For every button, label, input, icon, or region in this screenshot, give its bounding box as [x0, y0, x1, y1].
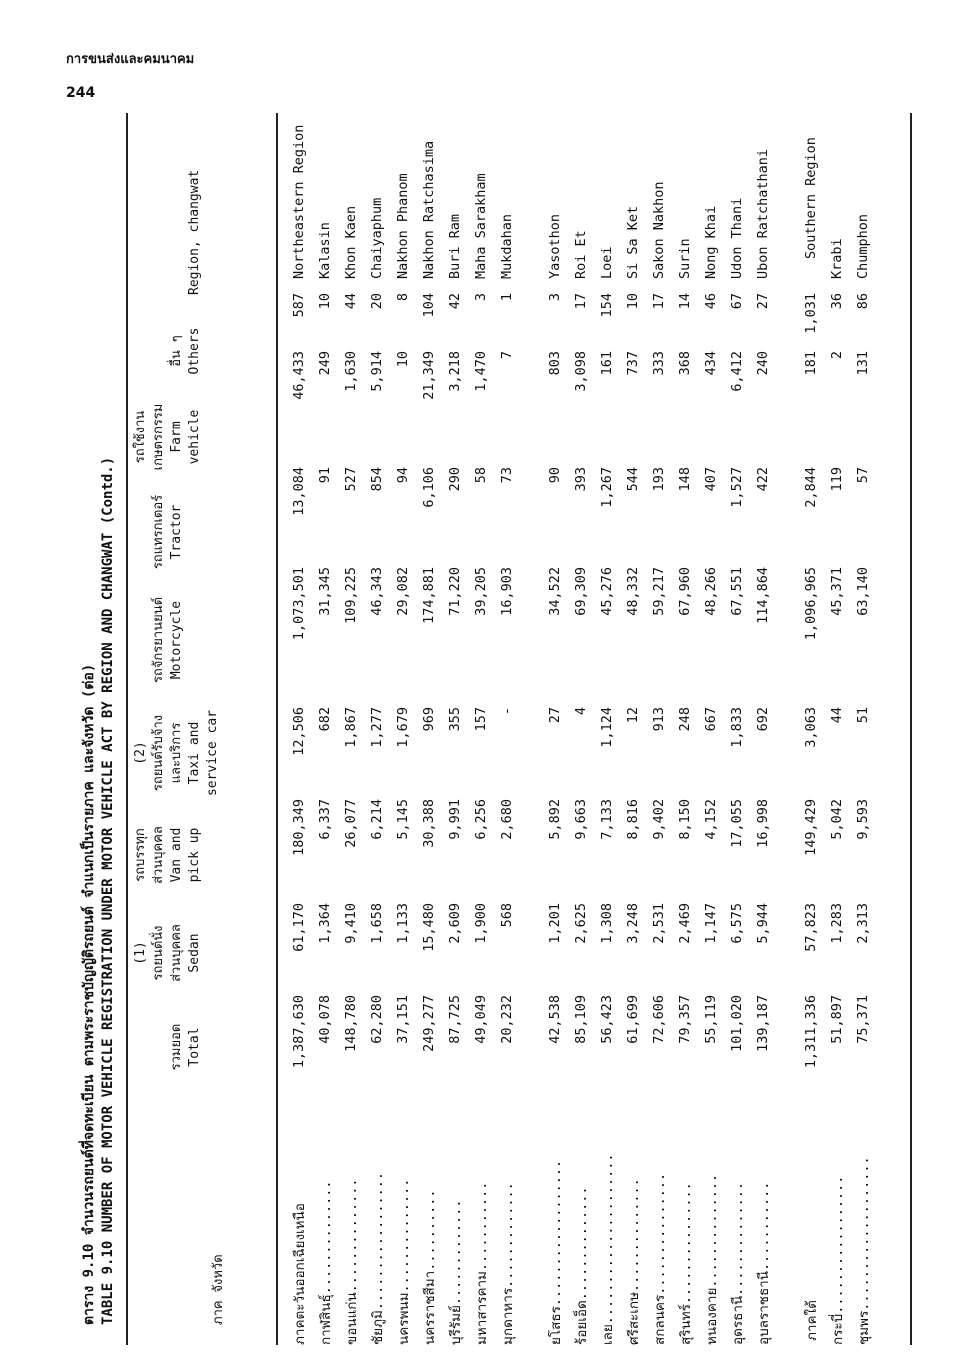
taxi-cell: 969: [421, 707, 437, 732]
sedan-cell: 57,823: [803, 903, 819, 952]
others-cell: 104: [421, 293, 437, 318]
header-region-thai: ภาค จังหวัด: [211, 1254, 226, 1325]
taxi-cell: 1,867: [343, 707, 359, 748]
tractor-cell: 422: [755, 467, 771, 492]
van-cell: 26,077: [343, 799, 359, 848]
taxi-cell: 667: [703, 707, 719, 732]
sedan-cell: 2,625: [573, 903, 589, 944]
motorcycle-cell: 1,096,965: [803, 567, 819, 641]
table-row: [824, 125, 850, 1345]
sedan-cell: 61,170: [291, 903, 307, 952]
van-cell: 5,892: [547, 799, 563, 840]
header-region-english: Region, changwat: [187, 169, 202, 295]
table-row: [568, 125, 594, 1345]
farm-cell: 737: [625, 351, 641, 376]
province-thai-cell: บุรีรัมย์.............: [448, 1199, 464, 1345]
total-cell: 61,699: [625, 995, 641, 1044]
sedan-cell: 1,201: [547, 903, 563, 944]
table-row: [312, 125, 338, 1345]
total-cell: 148,780: [343, 995, 359, 1052]
total-cell: 49,049: [473, 995, 489, 1044]
farm-cell: 10: [395, 351, 411, 368]
van-cell: 8,150: [677, 799, 693, 840]
sedan-cell: 1,147: [703, 903, 719, 944]
total-cell: 40,078: [317, 995, 333, 1044]
motorcycle-cell: 109,225: [343, 567, 359, 624]
header-others: อื่น ๆ Others: [169, 327, 202, 375]
table-row: [542, 125, 568, 1345]
province-thai-cell: สุรินทร์...............: [678, 1182, 694, 1345]
taxi-cell: 44: [829, 707, 845, 724]
farm-cell: 1,630: [343, 351, 359, 392]
total-cell: 42,538: [547, 995, 563, 1044]
others-cell: 17: [573, 293, 589, 310]
van-cell: 8,816: [625, 799, 641, 840]
taxi-cell: 1,833: [729, 707, 745, 748]
total-cell: 139,187: [755, 995, 771, 1052]
table-title-thai: ตาราง 9.10 จำนวนรถยนต์ที่จดทะเบียน ตามพระราชบัญญัติรถยนต์ จำแนกเป็นรายภาค และจังหวัด (ต่อ): [81, 663, 97, 1325]
total-cell: 249,277: [421, 995, 437, 1052]
tractor-cell: 94: [395, 467, 411, 484]
sedan-cell: 9,410: [343, 903, 359, 944]
motorcycle-cell: 67,960: [677, 567, 693, 616]
table-title-english: TABLE 9.10 NUMBER OF MOTOR VEHICLE REGISTRATION UNDER MOTOR VEHICLE ACT BY REGION AND CHANGWAT (Contd.): [100, 456, 116, 1325]
province-thai-cell: ชุมพร...................: [856, 1156, 872, 1345]
header-van: รถบรรทุก ส่วนบุคคล Van and pick up: [133, 826, 202, 884]
farm-cell: 249: [317, 351, 333, 376]
others-cell: 3: [547, 293, 563, 302]
van-cell: 30,388: [421, 799, 437, 848]
tractor-cell: 2,844: [803, 467, 819, 508]
tractor-cell: 544: [625, 467, 641, 492]
farm-cell: 240: [755, 351, 771, 376]
sedan-cell: 5,944: [755, 903, 771, 944]
farm-cell: 3,218: [447, 351, 463, 392]
province-english-cell: Chumphon: [855, 213, 871, 279]
farm-cell: 3,098: [573, 351, 589, 392]
province-english-cell: Si Sa Ket: [625, 205, 641, 279]
others-cell: 10: [317, 293, 333, 310]
others-cell: 14: [677, 293, 693, 310]
others-cell: 587: [291, 293, 307, 318]
total-cell: 85,109: [573, 995, 589, 1044]
header-motorcycle: รถจักรยานยนต์ Motorcycle: [151, 596, 184, 684]
province-thai-cell: กาฬสินธุ์..............: [318, 1180, 334, 1345]
van-cell: 9,991: [447, 799, 463, 840]
total-cell: 1,311,336: [803, 995, 819, 1069]
total-cell: 72,606: [651, 995, 667, 1044]
taxi-cell: 3,063: [803, 707, 819, 748]
sedan-cell: 2,469: [677, 903, 693, 944]
taxi-cell: 12: [625, 707, 641, 724]
tractor-cell: 119: [829, 467, 845, 492]
total-cell: 1,387,630: [291, 995, 307, 1069]
section-header-thai: การขนส่งและคมนาคม: [66, 52, 195, 67]
van-cell: 17,055: [729, 799, 745, 848]
tractor-cell: 57: [855, 467, 871, 484]
taxi-cell: 51: [855, 707, 871, 724]
province-english-cell: Southern Region: [803, 137, 819, 259]
motorcycle-cell: 1,073,501: [291, 567, 307, 641]
province-english-cell: Nakhon Phanom: [395, 173, 411, 279]
page-header: [66, 48, 194, 101]
others-cell: 154: [599, 293, 615, 318]
farm-cell: 161: [599, 351, 615, 376]
province-english-cell: Roi Et: [573, 230, 589, 279]
table-row: [798, 125, 824, 1345]
van-cell: 7,133: [599, 799, 615, 840]
motorcycle-cell: 29,082: [395, 567, 411, 616]
province-thai-cell: หนองคาย..............: [704, 1173, 720, 1345]
tractor-cell: 193: [651, 467, 667, 492]
tractor-cell: 6,106: [421, 467, 437, 508]
motorcycle-cell: 114,864: [755, 567, 771, 624]
van-cell: 5,042: [829, 799, 845, 840]
province-english-cell: Northeastern Region: [291, 124, 307, 279]
sedan-cell: 568: [499, 903, 515, 928]
tractor-cell: 58: [473, 467, 489, 484]
taxi-cell: 682: [317, 707, 333, 732]
van-cell: 2,680: [499, 799, 515, 840]
table-title: [80, 457, 118, 1325]
others-cell: 17: [651, 293, 667, 310]
taxi-cell: 1,124: [599, 707, 615, 748]
table-row: [750, 125, 776, 1345]
motorcycle-cell: 31,345: [317, 567, 333, 616]
province-english-cell: Chaiyaphum: [369, 197, 385, 279]
province-thai-cell: มหาสารคาม...........: [474, 1181, 490, 1345]
province-english-cell: Ubon Ratchathani: [755, 148, 771, 279]
taxi-cell: 248: [677, 707, 693, 732]
header-rule: [276, 113, 278, 1345]
motorcycle-cell: 16,903: [499, 567, 515, 616]
total-cell: 62,280: [369, 995, 385, 1044]
sedan-cell: 6,575: [729, 903, 745, 944]
sedan-cell: 1,133: [395, 903, 411, 944]
taxi-cell: 913: [651, 707, 667, 732]
sedan-cell: 1,308: [599, 903, 615, 944]
header-taxi: (2) รถยนต์รับจ้าง และบริการ Taxi and service car: [133, 709, 220, 797]
tractor-cell: 407: [703, 467, 719, 492]
motorcycle-cell: 48,332: [625, 567, 641, 616]
motorcycle-cell: 63,140: [855, 567, 871, 616]
province-english-cell: Kalasin: [317, 222, 333, 279]
others-cell: 10: [625, 293, 641, 310]
sedan-cell: 15,480: [421, 903, 437, 952]
others-cell: 42: [447, 293, 463, 310]
taxi-cell: 1,679: [395, 707, 411, 748]
tractor-cell: 854: [369, 467, 385, 492]
table-row: [620, 125, 646, 1345]
taxi-cell: 1,277: [369, 707, 385, 748]
farm-cell: 6,412: [729, 351, 745, 392]
total-cell: 79,357: [677, 995, 693, 1044]
farm-cell: 434: [703, 351, 719, 376]
sedan-cell: 2,609: [447, 903, 463, 944]
tractor-cell: 527: [343, 467, 359, 492]
table-row: [338, 125, 364, 1345]
table-row: [390, 125, 416, 1345]
motorcycle-cell: 46,343: [369, 567, 385, 616]
van-cell: 5,145: [395, 799, 411, 840]
others-cell: 3: [473, 293, 489, 302]
total-cell: 75,371: [855, 995, 871, 1044]
province-thai-cell: อุดรธานี..............: [730, 1182, 746, 1345]
others-cell: 44: [343, 293, 359, 310]
province-english-cell: Surin: [677, 238, 693, 279]
rotated-table: [60, 95, 920, 1345]
others-cell: 1: [499, 293, 515, 302]
farm-cell: 1,470: [473, 351, 489, 392]
sedan-cell: 1,900: [473, 903, 489, 944]
total-cell: 51,897: [829, 995, 845, 1044]
motorcycle-cell: 48,266: [703, 567, 719, 616]
van-cell: 149,429: [803, 799, 819, 856]
sedan-cell: 2,531: [651, 903, 667, 944]
tractor-cell: 91: [317, 467, 333, 484]
taxi-cell: 692: [755, 707, 771, 732]
province-english-cell: Udon Thani: [729, 197, 745, 279]
table-row: [494, 125, 520, 1345]
others-cell: 86: [855, 293, 871, 310]
farm-cell: 2: [829, 351, 845, 360]
farm-cell: 131: [855, 351, 871, 376]
total-cell: 56,423: [599, 995, 615, 1044]
province-thai-cell: ภาคใต้: [804, 1300, 820, 1341]
province-thai-cell: สกลนคร...............: [652, 1172, 668, 1345]
van-cell: 9,402: [651, 799, 667, 840]
tractor-cell: 13,084: [291, 467, 307, 516]
van-cell: 6,337: [317, 799, 333, 840]
others-cell: 36: [829, 293, 845, 310]
total-cell: 87,725: [447, 995, 463, 1044]
province-thai-cell: นครพนม..............: [396, 1178, 412, 1345]
province-thai-cell: กระบี่.................: [830, 1175, 846, 1345]
farm-cell: 368: [677, 351, 693, 376]
sedan-cell: 1,283: [829, 903, 845, 944]
table-row: [286, 125, 312, 1345]
province-thai-cell: ภาคตะวันออกเฉียงเหนือ: [292, 1203, 308, 1345]
province-thai-cell: นครราชสีมา..........: [422, 1189, 438, 1345]
farm-cell: 803: [547, 351, 563, 376]
table-row: [416, 125, 442, 1345]
tractor-cell: 90: [547, 467, 563, 484]
province-english-cell: Krabi: [829, 238, 845, 279]
spacer-row: [776, 125, 798, 1345]
table-row: [594, 125, 620, 1345]
top-rule: [126, 113, 128, 1345]
tractor-cell: 1,267: [599, 467, 615, 508]
sedan-cell: 1,658: [369, 903, 385, 944]
province-thai-cell: มุกดาหาร.............: [500, 1182, 516, 1345]
province-english-cell: Buri Ram: [447, 213, 463, 279]
taxi-cell: 157: [473, 707, 489, 732]
farm-cell: 7: [499, 351, 515, 360]
province-thai-cell: ขอนแก่น..............: [344, 1178, 360, 1345]
total-cell: 37,151: [395, 995, 411, 1044]
province-thai-cell: อุบลราชธานี...........: [756, 1181, 772, 1345]
tractor-cell: 148: [677, 467, 693, 492]
van-cell: 180,349: [291, 799, 307, 856]
van-cell: 16,998: [755, 799, 771, 848]
tractor-cell: 290: [447, 467, 463, 492]
farm-cell: 21,349: [421, 351, 437, 400]
van-cell: 9,593: [855, 799, 871, 840]
table-row: [364, 125, 390, 1345]
farm-cell: 181: [803, 351, 819, 376]
province-english-cell: Khon Kaen: [343, 205, 359, 279]
province-thai-cell: ยโสธร..................: [548, 1159, 564, 1345]
table-row: [724, 125, 750, 1345]
motorcycle-cell: 59,217: [651, 567, 667, 616]
table-row: [442, 125, 468, 1345]
header-tractor: รถแทรกเตอร์ Tractor: [151, 494, 184, 570]
others-cell: 46: [703, 293, 719, 310]
province-english-cell: Loei: [599, 246, 615, 279]
motorcycle-cell: 45,276: [599, 567, 615, 616]
taxi-cell: 4: [573, 707, 589, 716]
motorcycle-cell: 174,881: [421, 567, 437, 624]
motorcycle-cell: 69,309: [573, 567, 589, 616]
others-cell: 20: [369, 293, 385, 310]
farm-cell: 46,433: [291, 351, 307, 400]
province-thai-cell: ชัยภูมิ.................: [370, 1171, 386, 1345]
province-thai-cell: เลย.....................: [600, 1153, 616, 1345]
header-total: รวมยอด Total: [169, 1023, 202, 1071]
table-row: [850, 125, 876, 1345]
motorcycle-cell: 45,371: [829, 567, 845, 616]
table-row: [468, 125, 494, 1345]
spacer-cell: [776, 125, 798, 1345]
others-cell: 8: [395, 293, 411, 302]
others-cell: 67: [729, 293, 745, 310]
tractor-cell: 73: [499, 467, 515, 484]
tractor-cell: 1,527: [729, 467, 745, 508]
tractor-cell: 393: [573, 467, 589, 492]
province-thai-cell: ร้อยเอ็ด..............: [574, 1186, 590, 1345]
taxi-cell: 27: [547, 707, 563, 724]
van-cell: 9,663: [573, 799, 589, 840]
table-row: [672, 125, 698, 1345]
others-cell: 27: [755, 293, 771, 310]
others-cell: 1,031: [803, 293, 819, 334]
motorcycle-cell: 67,551: [729, 567, 745, 616]
van-cell: 6,256: [473, 799, 489, 840]
motorcycle-cell: 39,205: [473, 567, 489, 616]
motorcycle-cell: 34,522: [547, 567, 563, 616]
sedan-cell: 2,313: [855, 903, 871, 944]
taxi-cell: 355: [447, 707, 463, 732]
sedan-cell: 3,248: [625, 903, 641, 944]
province-english-cell: Nong Khai: [703, 205, 719, 279]
total-cell: 101,020: [729, 995, 745, 1052]
total-cell: 55,119: [703, 995, 719, 1044]
province-english-cell: Maha Sarakham: [473, 173, 489, 279]
van-cell: 6,214: [369, 799, 385, 840]
motorcycle-cell: 71,220: [447, 567, 463, 616]
table-row: [698, 125, 724, 1345]
header-farm: รถใช้งาน เกษตรกรรม Farm vehicle: [133, 403, 202, 471]
spacer-cell: [520, 125, 542, 1345]
data-table: [286, 125, 876, 1345]
sedan-cell: 1,364: [317, 903, 333, 944]
page-number: 244: [66, 85, 96, 101]
farm-cell: 5,914: [369, 351, 385, 392]
bottom-rule: [910, 113, 912, 1345]
province-english-cell: Sakon Nakhon: [651, 181, 667, 279]
total-cell: 20,232: [499, 995, 515, 1044]
van-cell: 4,152: [703, 799, 719, 840]
spacer-row: [520, 125, 542, 1345]
province-thai-cell: ศรีสะเกษ..............: [626, 1178, 642, 1345]
taxi-cell: 12,506: [291, 707, 307, 756]
taxi-cell: -: [499, 707, 515, 716]
province-english-cell: Mukdahan: [499, 213, 515, 279]
table-row: [646, 125, 672, 1345]
farm-cell: 333: [651, 351, 667, 376]
province-english-cell: Yasothon: [547, 213, 563, 279]
header-sedan: (1) รถยนต์นั่ง ส่วนบุคคล Sedan: [133, 924, 202, 982]
province-english-cell: Nakhon Ratchasima: [421, 140, 437, 279]
